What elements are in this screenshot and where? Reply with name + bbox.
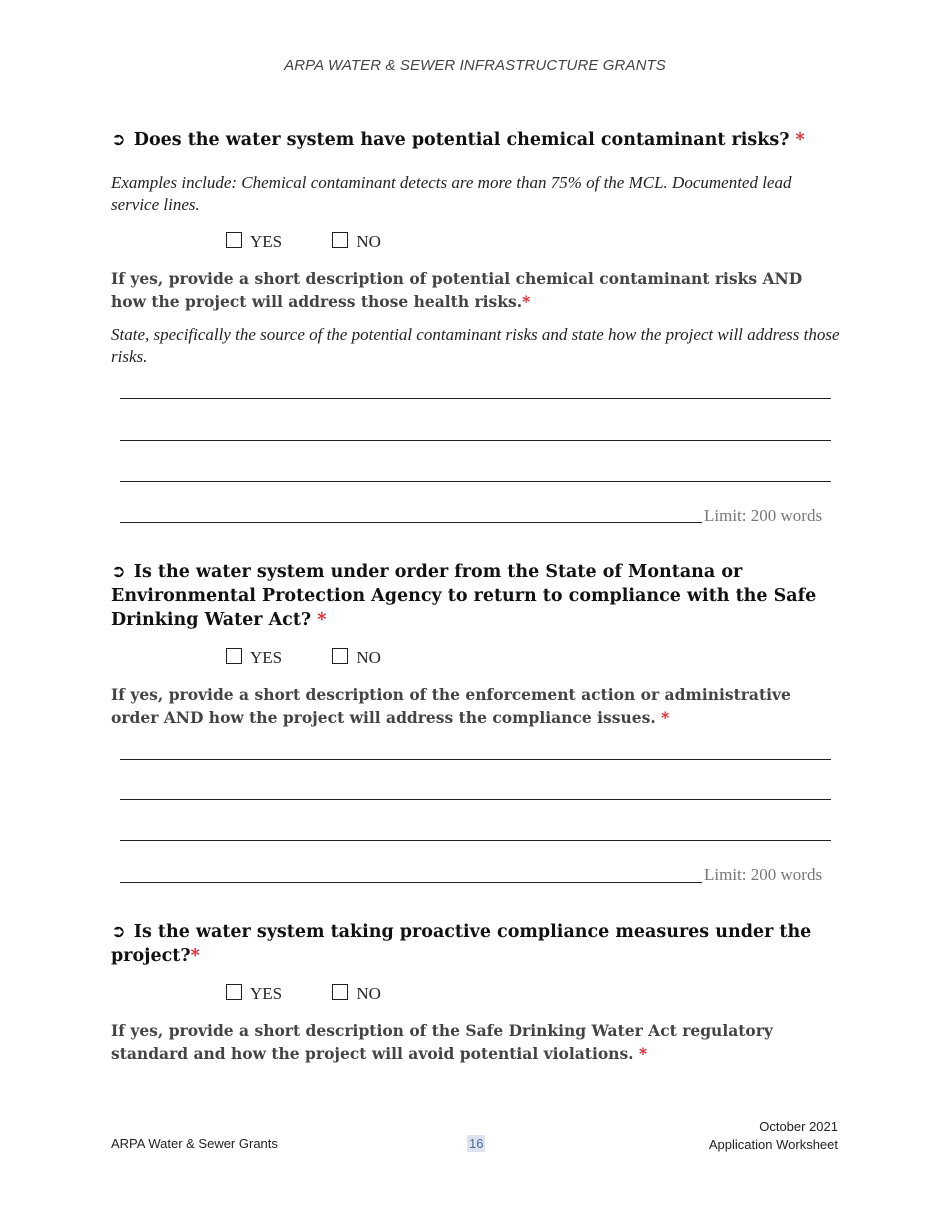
word-limit: Limit: 200 words bbox=[704, 865, 823, 884]
required-marker: * bbox=[522, 292, 531, 311]
question-proactive-measures bbox=[111, 920, 831, 968]
answer-line[interactable] bbox=[120, 481, 831, 482]
word-limit: Limit: 200 words bbox=[704, 506, 823, 525]
answer-line[interactable] bbox=[120, 522, 702, 523]
footer-right bbox=[709, 1118, 838, 1154]
yes-no-choices-2 bbox=[226, 648, 427, 671]
checkbox-icon[interactable] bbox=[332, 984, 348, 1000]
answer-line[interactable] bbox=[120, 882, 702, 883]
page-number: 16 bbox=[469, 1136, 484, 1151]
yes-no-choices-1 bbox=[226, 232, 427, 255]
checkbox-icon[interactable] bbox=[332, 232, 348, 248]
required-marker: * bbox=[190, 946, 200, 966]
checkbox-icon[interactable] bbox=[332, 648, 348, 664]
required-marker: * bbox=[795, 130, 805, 150]
no-checkbox[interactable]: NO bbox=[332, 984, 381, 1004]
required-marker: * bbox=[317, 610, 327, 630]
question-text: Does the water system have potential chemical contaminant risks? bbox=[133, 130, 790, 150]
answer-line[interactable] bbox=[120, 759, 831, 760]
question-text: Is the water system under order from the State of Montana or Environmental Protection Agency to return to compliance with the Safe Drinking Water Act? bbox=[111, 562, 817, 630]
footer-doc-title: Application Worksheet bbox=[708, 1137, 838, 1152]
answer-line[interactable] bbox=[120, 799, 831, 800]
circled-right-arrow-icon: ➲ bbox=[111, 922, 126, 942]
yes-checkbox[interactable]: YES bbox=[226, 648, 282, 668]
footer-date: October 2021 bbox=[759, 1119, 838, 1134]
checkbox-icon[interactable] bbox=[226, 984, 242, 1000]
instruction-text: State, specifically the source of the potential contaminant risks and state how the project will address those risks. bbox=[111, 325, 840, 366]
yes-checkbox[interactable]: YES bbox=[226, 232, 282, 252]
page-header: ARPA WATER & SEWER INFRASTRUCTURE GRANTS bbox=[284, 57, 666, 74]
no-checkbox[interactable]: NO bbox=[332, 232, 381, 252]
question-state-order bbox=[111, 560, 831, 632]
required-marker: * bbox=[661, 708, 670, 727]
yes-checkbox[interactable]: YES bbox=[226, 984, 282, 1004]
question-text: Is the water system taking proactive compliance measures under the project? bbox=[111, 922, 812, 966]
yes-no-choices-3 bbox=[226, 984, 427, 1007]
checkbox-icon[interactable] bbox=[226, 648, 242, 664]
answer-line[interactable] bbox=[120, 840, 831, 841]
footer-program-name: ARPA Water & Sewer Grants bbox=[111, 1136, 278, 1151]
required-marker: * bbox=[638, 1044, 648, 1063]
question-chemical-risks bbox=[111, 128, 831, 152]
no-checkbox[interactable]: NO bbox=[332, 648, 381, 668]
circled-right-arrow-icon: ➲ bbox=[111, 562, 126, 582]
checkbox-icon[interactable] bbox=[226, 232, 242, 248]
if-yes-prompt-3: If yes, provide a short description of the Safe Drinking Water Act regulatory standard and how the project will avoid potential violations. * bbox=[111, 1021, 773, 1063]
if-yes-prompt-1: If yes, provide a short description of potential chemical contaminant risks AND how the project will address those health risks.* bbox=[111, 269, 803, 311]
answer-line[interactable] bbox=[120, 398, 831, 399]
answer-line[interactable] bbox=[120, 440, 831, 441]
circled-right-arrow-icon: ➲ bbox=[111, 130, 126, 150]
if-yes-prompt-2: If yes, provide a short description of the enforcement action or administrative order AND how the project will address the compliance issues. * bbox=[111, 685, 791, 727]
examples-text: Examples include: Chemical contaminant detects are more than 75% of the MCL. Documented lead service lines. bbox=[111, 173, 792, 214]
